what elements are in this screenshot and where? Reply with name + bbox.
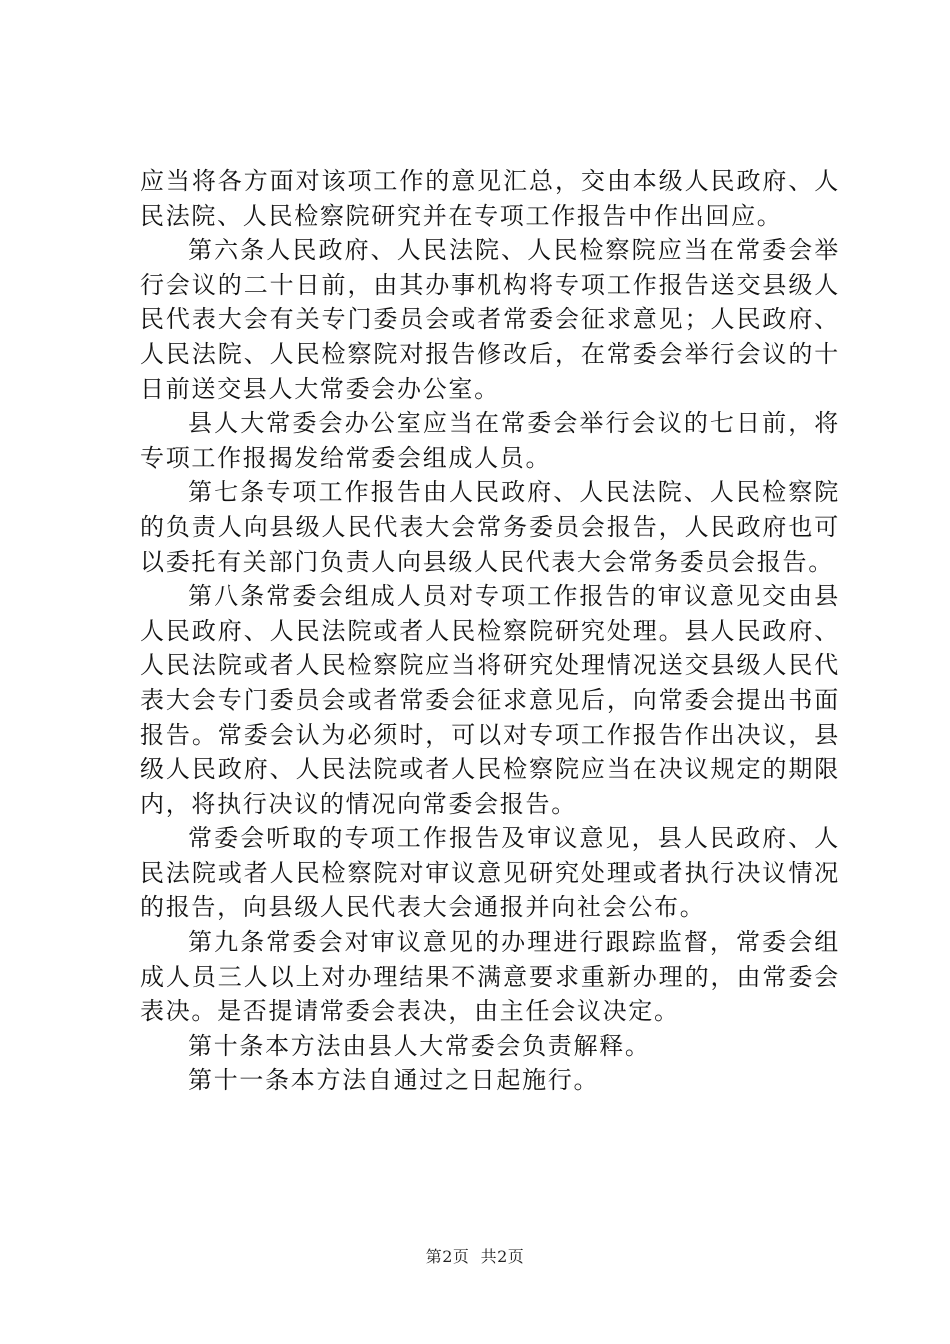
paragraph-article-9: 第九条常委会对审议意见的办理进行跟踪监督，常委会组成人员三人以上对办理结果不满意要求重新办理的，由常委会表决。是否提请常委会表决，由主任会议决定。: [140, 928, 840, 1026]
paragraph-office-notice: 县人大常委会办公室应当在常委会举行会议的七日前，将专项工作报揭发给常委会组成人员。: [140, 409, 840, 472]
paragraph-article-7: 第七条专项工作报告由人民政府、人民法院、人民检察院的负责人向县级人民代表大会常务委员会报告，人民政府也可以委托有关部门负责人向县级人民代表大会常务委员会报告。: [140, 478, 840, 576]
paragraph-article-8: 第八条常委会组成人员对专项工作报告的审议意见交由县人民政府、人民法院或者人民检察院研究处理。县人民政府、人民法院或者人民检察院应当将研究处理情况送交县级人民代表大会专门委员会或者常委会征求意见后，向常委会提出书面报告。常委会认为必须时，可以对专项工作报告作出决议，县级人民政府、人民法院或者人民检察院应当在决议规定的期限内，将执行决议的情况向常委会报告。: [140, 582, 840, 818]
page-number: 第2页: [425, 1247, 470, 1266]
paragraph-publication: 常委会听取的专项工作报告及审议意见，县人民政府、人民法院或者人民检察院对审议意见研究处理或者执行决议情况的报告，向县级人民代表大会通报并向社会公布。: [140, 824, 840, 922]
document-body: [140, 164, 840, 1098]
page-footer: [0, 1244, 950, 1267]
footer-spacer: [469, 1247, 480, 1266]
paragraph-article-6: 第六条人民政府、人民法院、人民检察院应当在常委会举行会议的二十日前，由其办事机构将专项工作报告送交县级人民代表大会有关专门委员会或者常委会征求意见；人民政府、人民法院、人民检察院对报告修改后，在常委会举行会议的十日前送交县人大常委会办公室。: [140, 236, 840, 403]
paragraph-article-10: 第十条本方法由县人大常委会负责解释。: [188, 1031, 651, 1060]
page-total: 共2页: [480, 1247, 525, 1266]
paragraph-article-11: 第十一条本方法自通过之日起施行。: [188, 1066, 600, 1095]
paragraph-1: 应当将各方面对该项工作的意见汇总，交由本级人民政府、人民法院、人民检察院研究并在专项工作报告中作出回应。: [140, 167, 840, 230]
